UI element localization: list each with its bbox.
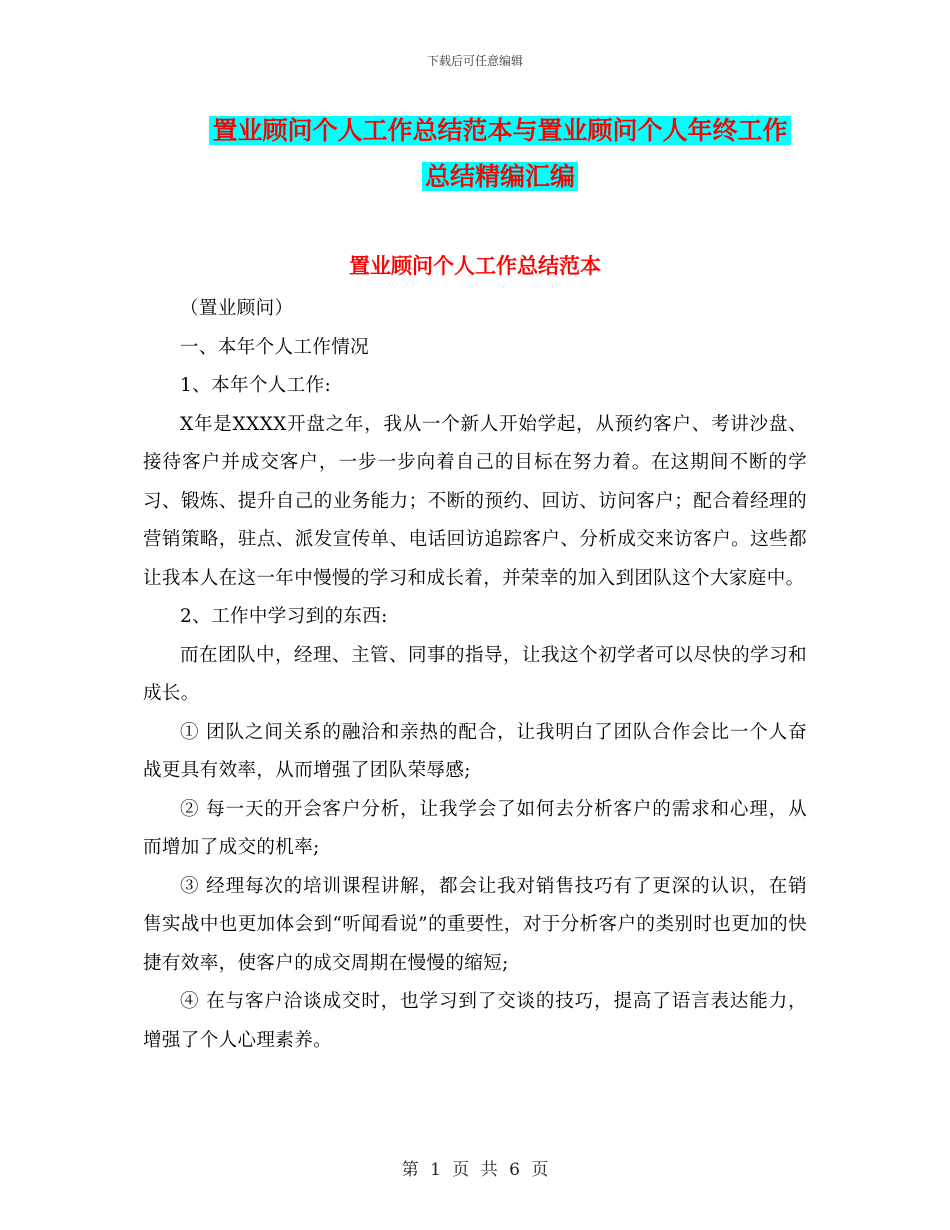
paragraph-item-3: ③ 经理每次的培训课程讲解，都会让我对销售技巧有了更深的认识，在销售实战中也更加体会到“听闻看说”的重要性，对于分析客户的类别时也更加的快捷有效率，使客户的成交周期在慢慢的缩短; <box>143 875 807 974</box>
paragraph-item-1: ① 团队之间关系的融洽和亲热的配合，让我明白了团队合作会比一个人奋战更具有效率，从而增强了团队荣辱感; <box>143 721 807 781</box>
section-title: 置业顾问个人工作总结范本 <box>349 254 601 278</box>
paragraph-team-guidance: 而在团队中，经理、主管、同事的指导，让我这个初学者可以尽快的学习和成长。 <box>143 644 807 704</box>
paragraph-subheading-2: 2、工作中学习到的东西: <box>180 606 388 627</box>
header-note: 下载后可任意编辑 <box>426 54 523 68</box>
document-title-line-2: 总结精编汇编 <box>422 162 578 191</box>
document-title-line-1: 置业顾问个人工作总结范本与置业顾问个人年终工作 <box>209 116 790 145</box>
paragraph-subheading-1: 1、本年个人工作: <box>180 375 332 396</box>
paragraph-role: （置业顾问） <box>180 298 294 319</box>
paragraph-heading-1: 一、本年个人工作情况 <box>180 336 370 358</box>
document-body <box>143 290 807 1060</box>
page-footer: 第 1 页 共 6 页 <box>401 1160 549 1180</box>
paragraph-work-summary: X年是XXXX开盘之年，我从一个新人开始学起，从预约客户、考讲沙盘、接待客户并成交客户，一步一步向着自己的目标在努力着。在这期间不断的学习、锻炼、提升自己的业务能力；不断的预约、回访、访问客户；配合着经理的营销策略，驻点、派发宣传单、电话回访追踪客户、分析成交来访客户。这些都让我本人在这一年中慢慢的学习和成长着，并荣幸的加入到团队这个大家庭中。 <box>143 413 807 589</box>
paragraph-item-4: ④ 在与客户洽谈成交时，也学习到了交谈的技巧，提高了语言表达能力，增强了个人心理素养。 <box>143 991 807 1051</box>
paragraph-item-2: ② 每一天的开会客户分析，让我学会了如何去分析客户的需求和心理，从而增加了成交的机率; <box>143 798 807 858</box>
document-title <box>150 108 850 200</box>
